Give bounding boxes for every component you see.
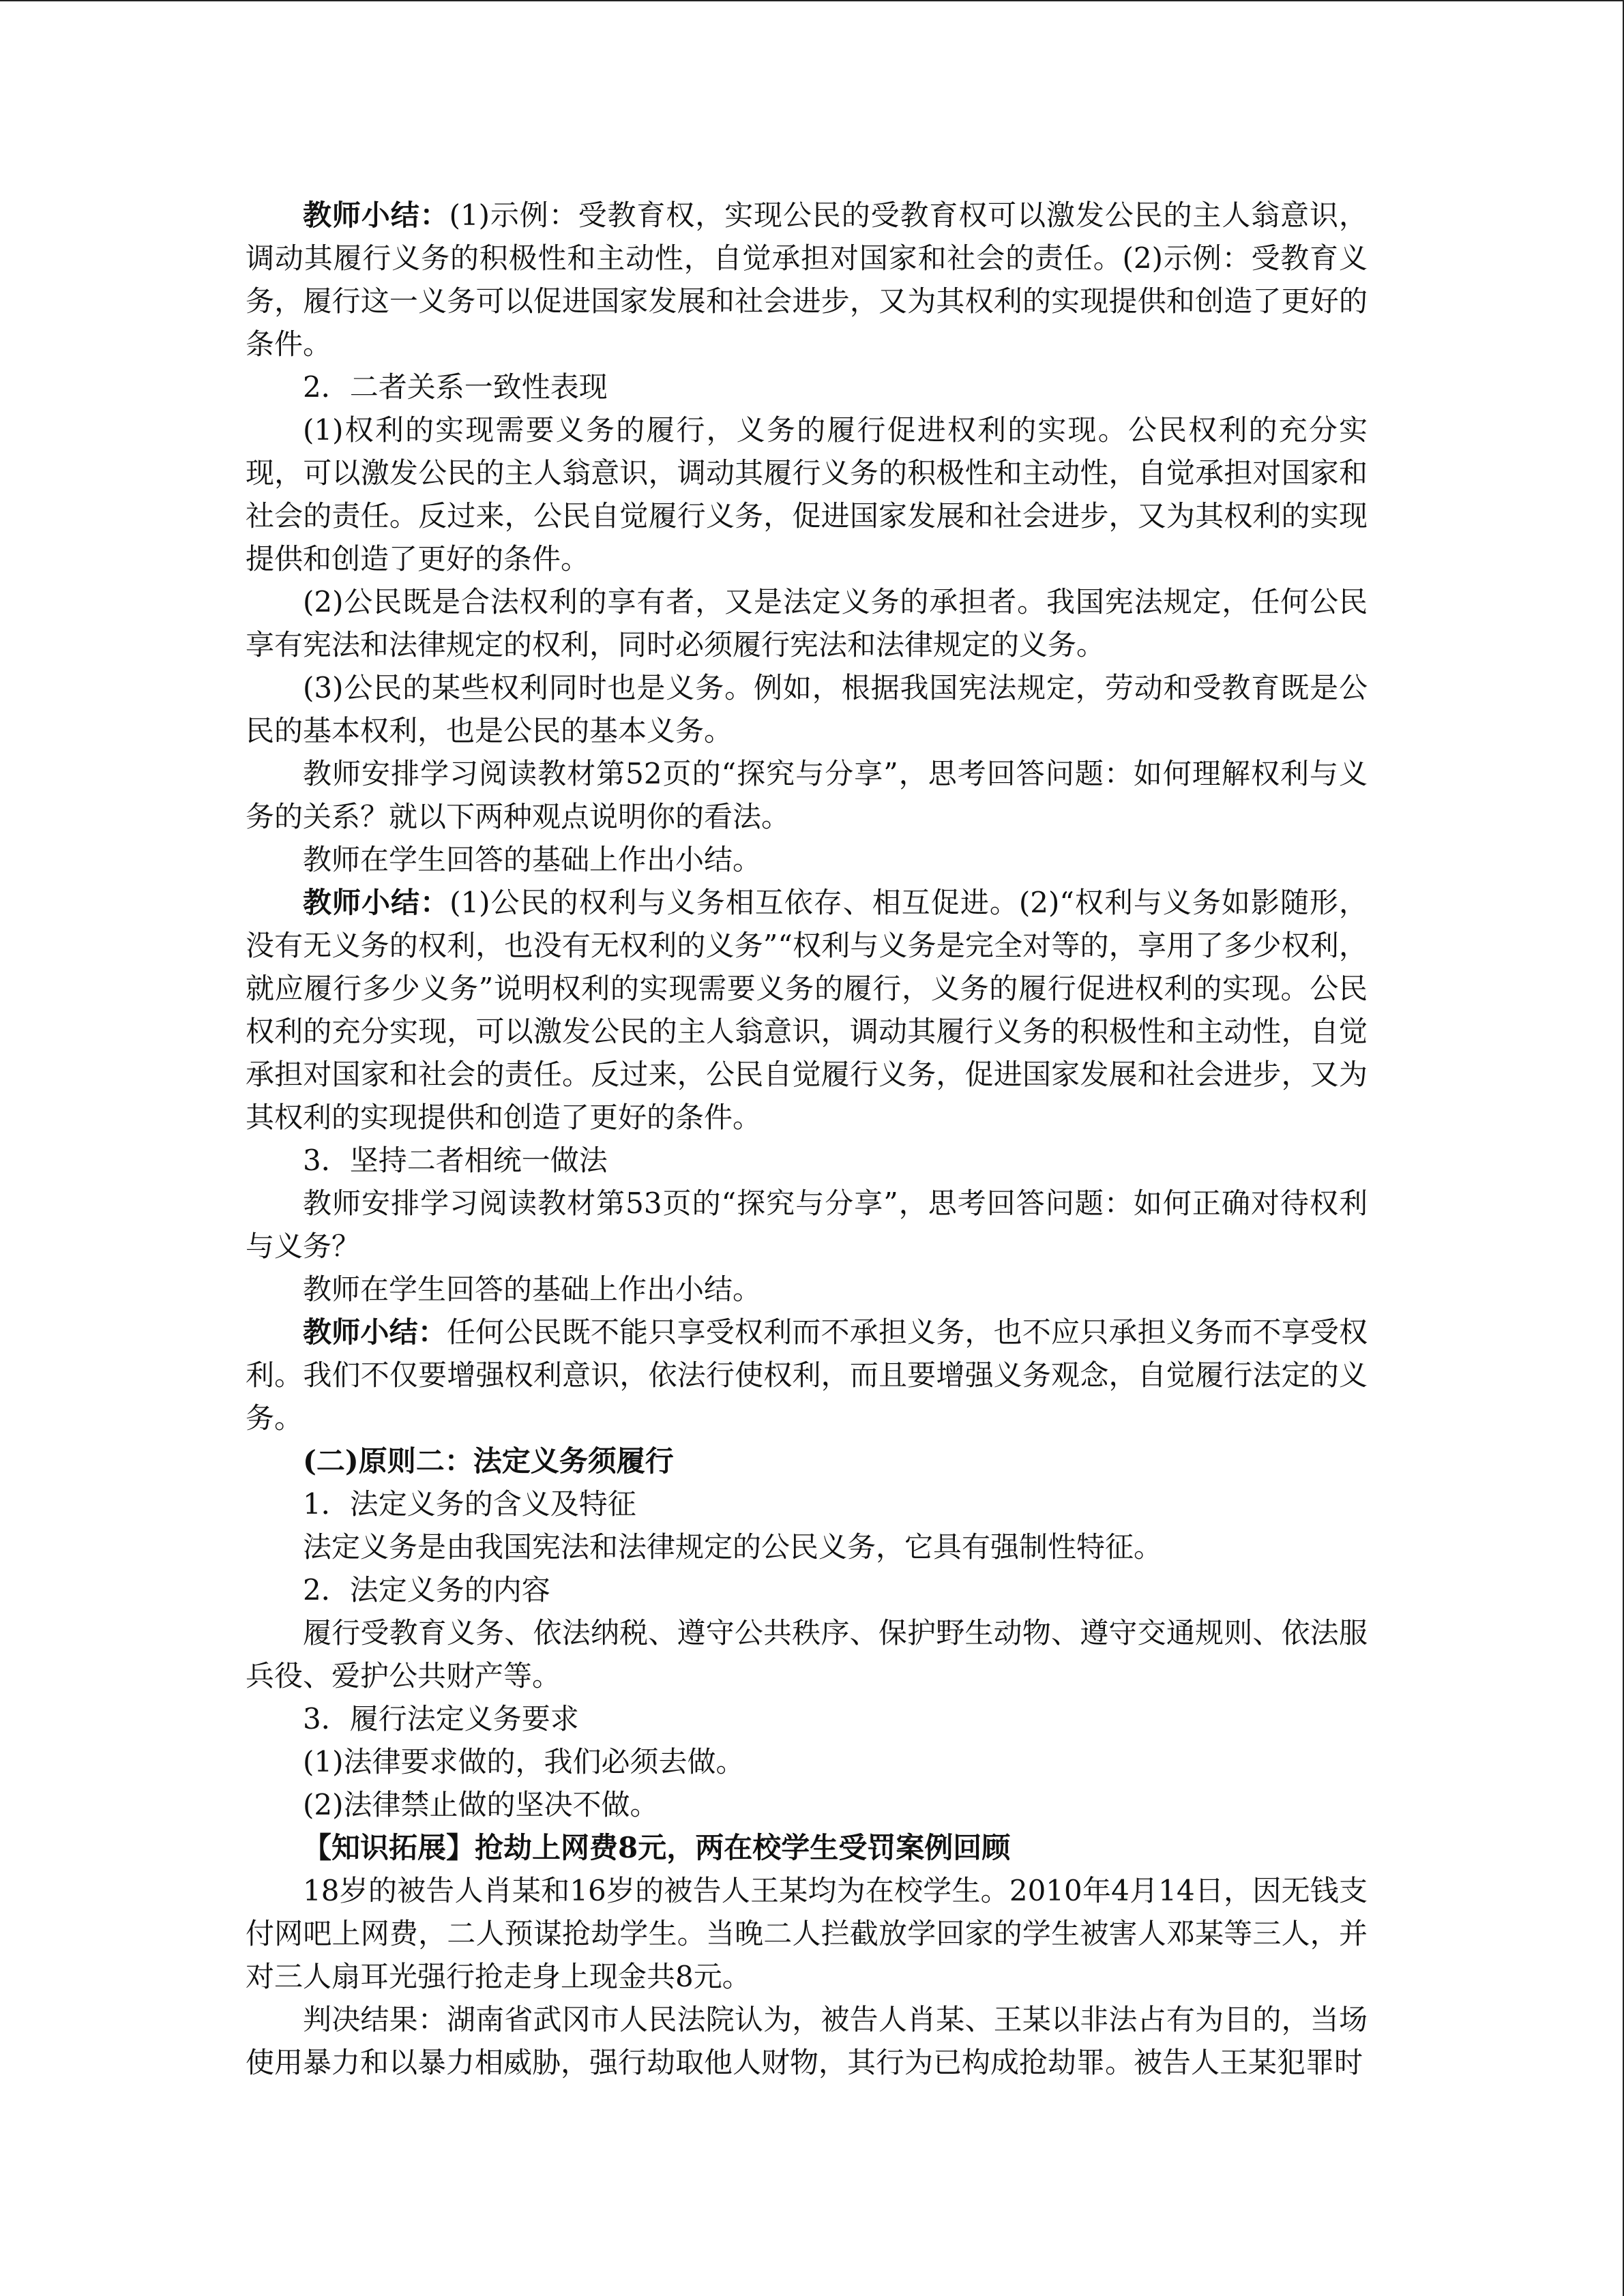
paragraph-text: 1．法定义务的含义及特征 [303, 1487, 636, 1521]
paragraph-lead: 【知识拓展】抢劫上网费8元，两在校学生受罚案例回顾 [303, 1831, 1011, 1864]
paragraph [246, 1182, 1368, 1268]
paragraph-text: 18岁的被告人肖某和16岁的被告人王某均为在校学生。2010年4月14日，因无钱支付网吧上网费，二人预谋抢劫学生。当晚二人拦截放学回家的学生被害人邓某等三人，并对三人扇耳光强行抢走身上现金共8元。 [246, 1874, 1368, 1993]
paragraph-text: 教师安排学习阅读教材第52页的“探究与分享”，思考回答问题：如何理解权利与义务的关系？就以下两种观点说明你的看法。 [246, 757, 1368, 833]
paragraph-lead: (二)原则二：法定义务须履行 [303, 1444, 674, 1478]
paragraph-text: 教师在学生回答的基础上作出小结。 [303, 843, 762, 876]
paragraph-text: 2．法定义务的内容 [303, 1573, 550, 1607]
paragraph-text: 2．二者关系一致性表现 [303, 370, 608, 404]
paragraph [246, 1268, 1368, 1311]
paragraph [246, 194, 1368, 366]
paragraph-lead: 教师小结： [303, 198, 449, 232]
paragraph [246, 752, 1368, 838]
paragraph [246, 1740, 1368, 1783]
section-heading [246, 1697, 1368, 1740]
paragraph-text: (1)公民的权利与义务相互依存、相互促进。(2)“权利与义务如影随形，没有无义务的权利，也没有无权利的义务”“权利与义务是完全对等的，享用了多少权利，就应履行多少义务”说明权利的实现需要义务的履行，义务的履行促进权利的实现。公民权利的充分实现，可以激发公民的主人翁意识，调动其履行义务的积极性和主动性，自觉承担对国家和社会的责任。反过来，公民自觉履行义务，促进国家发展和社会进步，又为其权利的实现提供和创造了更好的条件。 [246, 886, 1368, 1134]
paragraph-lead: 教师小结： [303, 886, 450, 919]
paragraph [246, 838, 1368, 881]
paragraph-text: (1)示例：受教育权，实现公民的受教育权可以激发公民的主人翁意识，调动其履行义务的积极性和主动性，自觉承担对国家和社会的责任。(2)示例：受教育义务，履行这一义务可以促进国家发展和社会进步，又为其权利的实现提供和创造了更好的条件。 [246, 198, 1368, 361]
paragraph [246, 1998, 1368, 2084]
paragraph-text: 教师在学生回答的基础上作出小结。 [303, 1272, 762, 1306]
paragraph [246, 580, 1368, 666]
paragraph [246, 1869, 1368, 1998]
section-heading [246, 366, 1368, 408]
paragraph-text: 任何公民既不能只享受权利而不承担义务，也不应只承担义务而不享受权利。我们不仅要增强权利意识，依法行使权利，而且要增强义务观念，自觉履行法定的义务。 [246, 1315, 1368, 1435]
paragraph [246, 408, 1368, 580]
paragraph-text: 教师安排学习阅读教材第53页的“探究与分享”，思考回答问题：如何正确对待权利与义务？ [246, 1187, 1368, 1263]
paragraph [246, 1311, 1368, 1440]
paragraph [246, 1611, 1368, 1697]
paragraph-text: 法定义务是由我国宪法和法律规定的公民义务，它具有强制性特征。 [303, 1530, 1163, 1564]
section-heading [246, 1440, 1368, 1482]
paragraph-text: 3．履行法定义务要求 [303, 1702, 579, 1735]
section-heading [246, 1826, 1368, 1869]
paragraph [246, 1783, 1368, 1826]
section-heading [246, 1568, 1368, 1611]
paragraph-text: (3)公民的某些权利同时也是义务。例如，根据我国宪法规定，劳动和受教育既是公民的基本权利，也是公民的基本义务。 [246, 671, 1368, 747]
paragraph-text: (2)法律禁止做的坚决不做。 [303, 1788, 659, 1821]
paragraph [246, 1525, 1368, 1568]
document-body [246, 194, 1368, 2084]
section-heading [246, 1139, 1368, 1182]
paragraph [246, 666, 1368, 752]
paragraph-text: 判决结果：湖南省武冈市人民法院认为，被告人肖某、王某以非法占有为目的，当场使用暴力和以暴力相威胁，强行劫取他人财物，其行为已构成抢劫罪。被告人王某犯罪时 [246, 2003, 1368, 2079]
paragraph-text: (1)权利的实现需要义务的履行，义务的履行促进权利的实现。公民权利的充分实现，可以激发公民的主人翁意识，调动其履行义务的积极性和主动性，自觉承担对国家和社会的责任。反过来，公民自觉履行义务，促进国家发展和社会进步，又为其权利的实现提供和创造了更好的条件。 [246, 413, 1368, 576]
section-heading [246, 1482, 1368, 1525]
paragraph [246, 881, 1368, 1139]
paragraph-text: 3．坚持二者相统一做法 [303, 1144, 608, 1177]
paragraph-text: (1)法律要求做的，我们必须去做。 [303, 1745, 745, 1778]
paragraph-lead: 教师小结： [303, 1315, 447, 1349]
paragraph-text: (2)公民既是合法权利的享有者，又是法定义务的承担者。我国宪法规定，任何公民享有宪法和法律规定的权利，同时必须履行宪法和法律规定的义务。 [246, 585, 1368, 661]
paragraph-text: 履行受教育义务、依法纳税、遵守公共秩序、保护野生动物、遵守交通规则、依法服兵役、爱护公共财产等。 [246, 1616, 1368, 1693]
